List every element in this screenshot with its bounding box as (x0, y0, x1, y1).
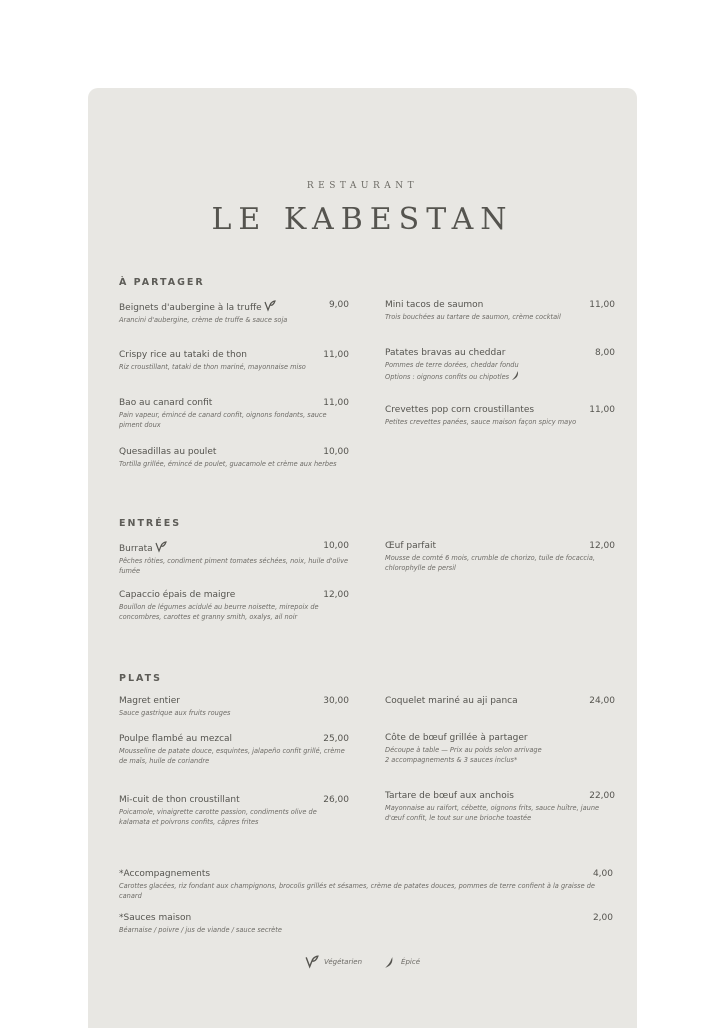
section-title-entrees: ENTRÉES (119, 518, 182, 529)
item-price: 8,00 (594, 348, 615, 358)
item-name: Poulpe flambé au mezcal (119, 734, 233, 744)
item-description: Carottes glacées, riz fondant aux champignons, brocolis grillés et sésames, crème de patates douces, pommes de terre confient à la graisse de canard (119, 882, 595, 900)
legend (88, 955, 637, 969)
item-price: 22,00 (589, 791, 615, 801)
menu-sheet (88, 88, 637, 1028)
item-price: 10,00 (323, 541, 349, 551)
chili-icon (384, 956, 396, 969)
item-name: Crevettes pop corn croustillantes (385, 405, 535, 415)
item-description: Arancini d'aubergine, crème de truffe & sauce soja (119, 316, 288, 324)
section-title-partager: À PARTAGER (119, 277, 205, 288)
item-description: Découpe à table — Prix au poids selon arrivage (385, 746, 542, 754)
extra-item (119, 913, 613, 935)
restaurant-label: RESTAURANT (306, 181, 419, 191)
item-name: Coquelet mariné au aji panca (385, 696, 518, 706)
item-name: *Accompagnements (119, 869, 211, 879)
menu-item (385, 696, 615, 706)
menu-item (385, 300, 615, 322)
item-price: 26,00 (323, 795, 349, 805)
item-price: 11,00 (589, 300, 615, 310)
chili-icon (511, 370, 521, 381)
menu-item (385, 405, 615, 427)
menu-item (385, 348, 615, 382)
menu-item (119, 350, 349, 372)
item-name: Mi-cuit de thon croustillant (119, 795, 240, 805)
leaf-icon (264, 300, 276, 312)
item-name: Œuf parfait (385, 541, 437, 551)
item-price: 30,00 (323, 696, 349, 706)
extra-item (119, 869, 613, 901)
item-name: Mini tacos de saumon (385, 300, 484, 310)
restaurant-name: LE KABESTAN (211, 202, 514, 237)
item-price: 24,00 (589, 696, 615, 706)
item-price: 9,00 (328, 300, 349, 310)
item-description: Béarnaise / poivre / jus de viande / sauce secrète (119, 926, 282, 934)
menu-item (119, 590, 349, 622)
item-name: Quesadillas au poulet (119, 447, 217, 457)
legend-spicy: Épicé (384, 955, 420, 969)
menu-item (119, 734, 349, 766)
item-description: Mousse de comté 6 mois, crumble de chorizo, tuile de focaccia, chlorophylle de persil (385, 554, 595, 572)
item-description: Trois bouchées au tartare de saumon, crème cocktail (385, 313, 561, 321)
item-name: Côte de bœuf grillée à partager (385, 733, 528, 743)
item-description: Bouillon de légumes acidulé au beurre noisette, mirepoix de concombres, carottes et granny smith, oxalys, ail noir (119, 603, 319, 621)
leaf-icon (155, 541, 167, 553)
item-price: 2,00 (592, 913, 613, 923)
menu-item (385, 733, 615, 765)
item-price: 25,00 (323, 734, 349, 744)
menu-item (385, 541, 615, 573)
item-description: Petites crevettes panées, sauce maison façon spicy mayo (385, 418, 577, 426)
item-name: Beignets d'aubergine à la truffe (119, 303, 262, 313)
menu-item (119, 696, 349, 718)
menu-item (119, 398, 349, 430)
menu-item (119, 795, 349, 827)
menu-item (119, 541, 349, 576)
item-price: 12,00 (323, 590, 349, 600)
item-price: 11,00 (589, 405, 615, 415)
item-options: 2 accompagnements & 3 sauces inclus* (385, 756, 518, 764)
item-price: 12,00 (589, 541, 615, 551)
item-name: Crispy rice au tataki de thon (119, 350, 247, 360)
item-name: Patates bravas au cheddar (385, 348, 506, 358)
item-description: Poicamole, vinaigrette carotte passion, condiments olive de kalamata et poivrons confits, câpres frites (119, 808, 317, 826)
item-name: Magret entier (119, 696, 180, 706)
item-price: 4,00 (592, 869, 613, 879)
leaf-icon (305, 955, 319, 969)
item-description: Pêches rôties, condiment piment tomates séchées, noix, huile d'olive fumée (119, 557, 349, 575)
item-description: Sauce gastrique aux fruits rouges (119, 709, 231, 717)
item-price: 11,00 (323, 398, 349, 408)
item-description: Pain vapeur, émincé de canard confit, oignons fondants, sauce piment doux (119, 411, 327, 429)
legend-vegetarian: Végétarien (305, 955, 362, 969)
item-name: Bao au canard confit (119, 398, 213, 408)
item-description: Mousseline de patate douce, esquintes, jalapeño confit grillé, crème de maïs, huile de coriandre (119, 747, 345, 765)
item-name: Tartare de bœuf aux anchois (385, 791, 514, 801)
item-description: Pommes de terre dorées, cheddar fondu (385, 361, 519, 369)
item-name: Burrata (119, 544, 153, 554)
item-name: *Sauces maison (119, 913, 192, 923)
item-description: Riz croustillant, tataki de thon mariné, mayonnaise miso (119, 363, 306, 371)
menu-item (119, 447, 349, 469)
item-price: 11,00 (323, 350, 349, 360)
menu-item (385, 791, 615, 823)
item-name: Capaccio épais de maigre (119, 590, 236, 600)
menu-item (119, 300, 349, 325)
item-price: 10,00 (323, 447, 349, 457)
section-title-plats: PLATS (119, 673, 162, 684)
item-options: Options : oignons confits ou chipotles (385, 370, 615, 382)
item-description: Tortilla grillée, émincé de poulet, guacamole et crème aux herbes (119, 460, 337, 468)
item-description: Mayonnaise au raifort, cébette, oignons frits, sauce huître, jaune d'œuf confit, le tout sur une brioche toastée (385, 804, 600, 822)
